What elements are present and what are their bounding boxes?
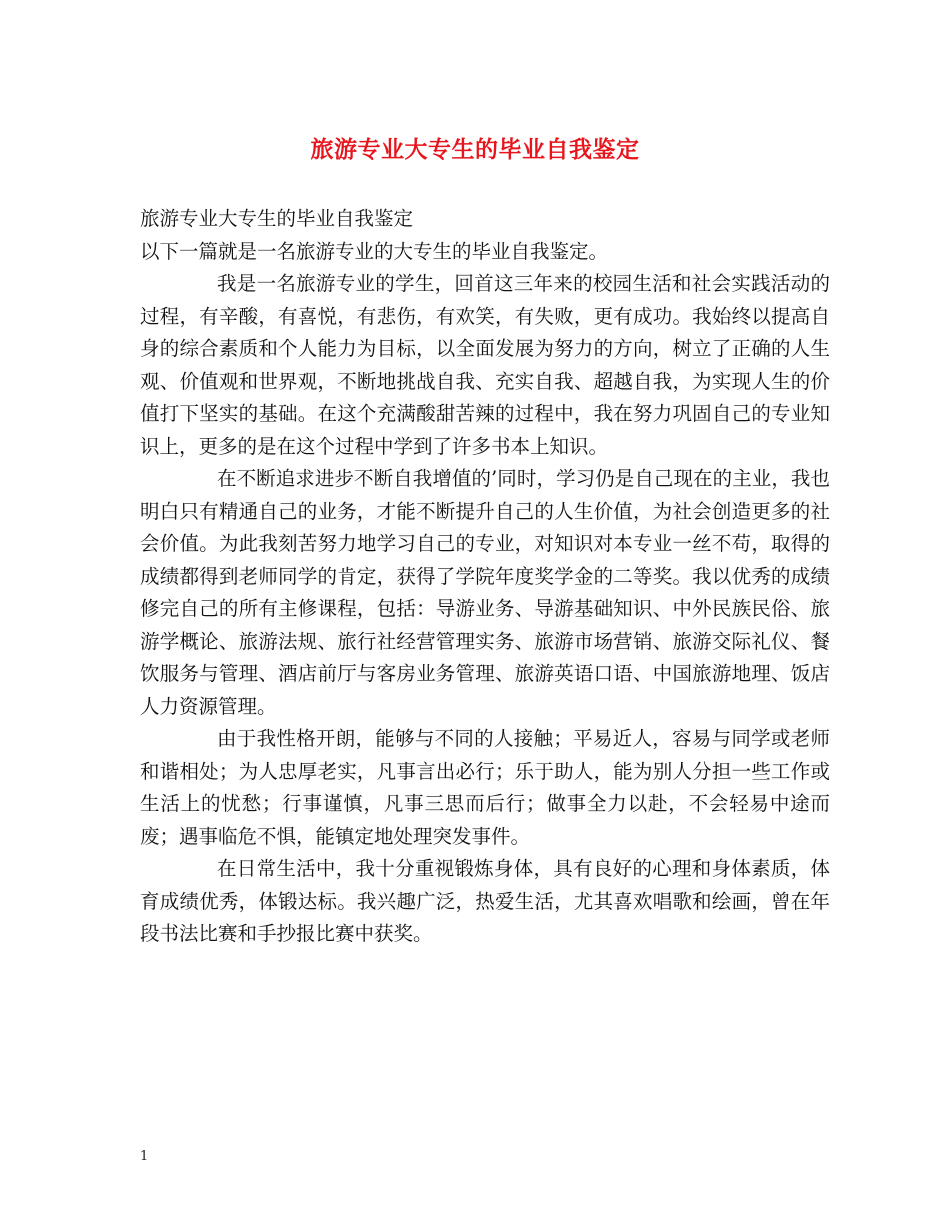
paragraph-3: 由于我性格开朗，能够与不同的人接触；平易近人，容易与同学或老师和谐相处；为人忠厚老实，凡事言出必行；乐于助人，能为别人分担一些工作或生活上的忧愁；行事谨慎，凡事三思而后行；做事全力以赴，不会轻易中途而废；遇事临危不惧，能镇定地处理突发事件。	[140, 727, 830, 848]
document-subtitle: 旅游专业大专生的毕业自我鉴定	[140, 207, 414, 230]
paragraph-4: 在日常生活中，我十分重视锻炼身体，具有良好的心理和身体素质，体育成绩优秀，体锻达标。我兴趣广泛，热爱生活，尤其喜欢唱歌和绘画，曾在年段书法比赛和手抄报比赛中获奖。	[140, 857, 830, 945]
document-body	[140, 203, 830, 951]
paragraph-2: 在不断追求进步不断自我增值的’同时，学习仍是自己现在的主业，我也明白只有精通自己的业务，才能不断提升自己的人生价值，为社会创造更多的社会价值。为此我刻苦努力地学习自己的专业，对知识对本专业一丝不苟，取得的成绩都得到老师同学的肯定，获得了学院年度奖学金的二等奖。我以优秀的成绩修完自己的所有主修课程，包括：导游业务、导游基础知识、中外民族民俗、旅游学概论、旅游法规、旅行社经营管理实务、旅游市场营销、旅游交际礼仪、餐饮服务与管理、酒店前厅与客房业务管理、旅游英语口语、中国旅游地理、饭店人力资源管理。	[140, 467, 830, 718]
document-title: 旅游专业大专生的毕业自我鉴定	[310, 136, 640, 163]
document-intro: 以下一篇就是一名旅游专业的大专生的毕业自我鉴定。	[140, 239, 609, 263]
paragraph-1: 我是一名旅游专业的学生，回首这三年来的校园生活和社会实践活动的过程，有辛酸，有喜悦，有悲伤，有欢笑，有失败，更有成功。我始终以提高自身的综合素质和个人能力为目标，以全面发展为努力的方向，树立了正确的人生观、价值观和世界观，不断地挑战自我、充实自我、超越自我，为实现人生的价值打下坚实的基础。在这个充满酸甜苦辣的过程中，我在努力巩固自己的专业知识上，更多的是在这个过程中学到了许多书本上知识。	[140, 272, 830, 458]
page-number: 1	[140, 1149, 149, 1164]
